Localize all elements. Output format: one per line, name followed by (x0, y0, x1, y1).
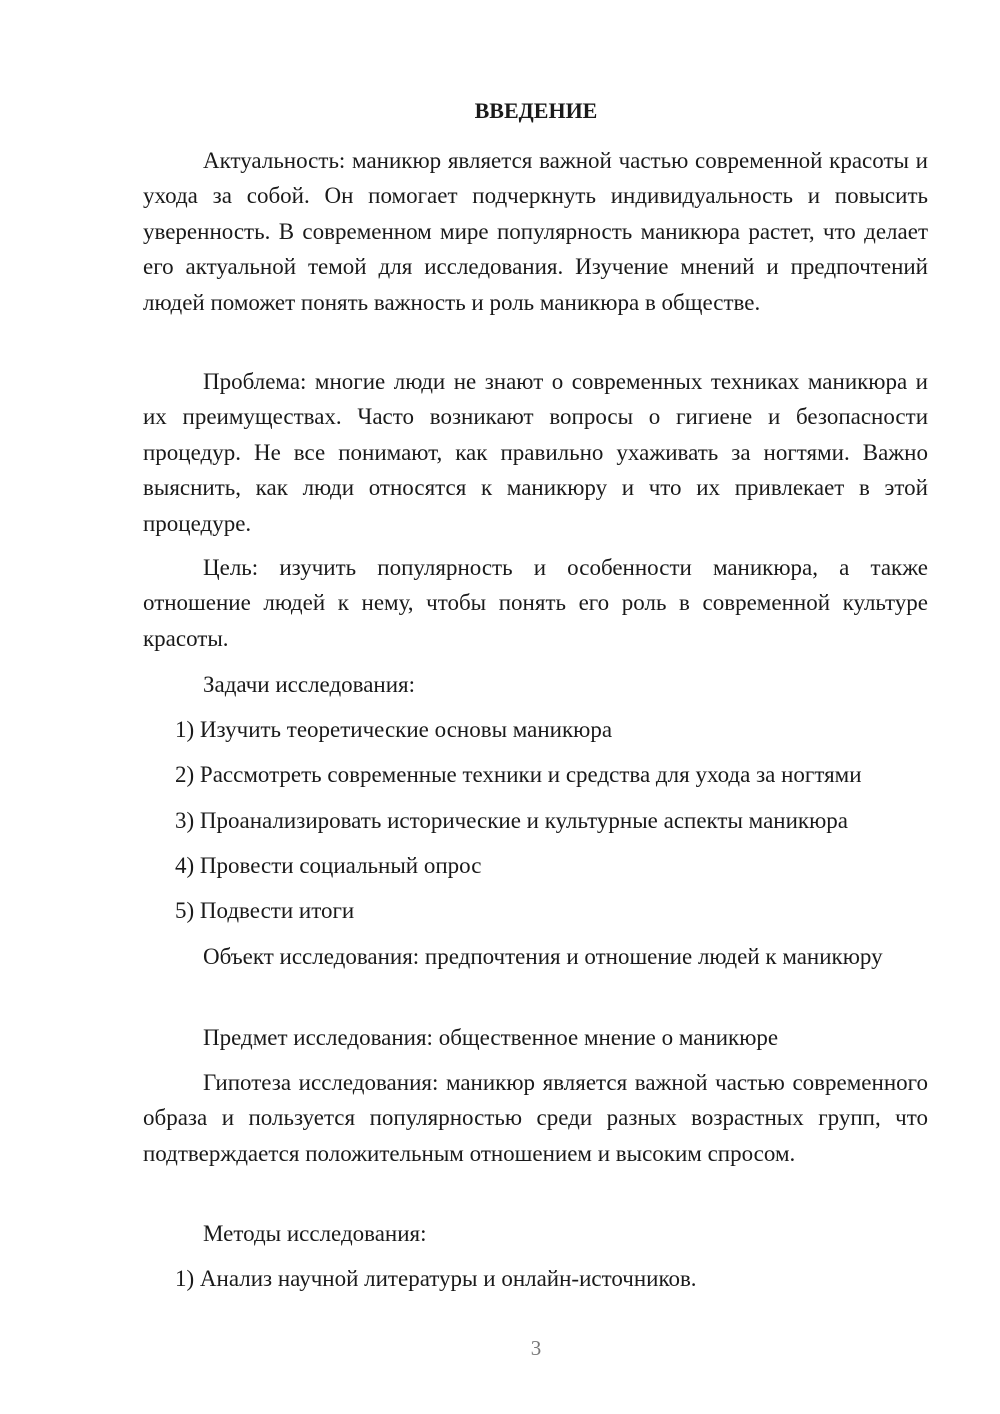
object-paragraph: Объект исследования: предпочтения и отношение людей к маникюру (203, 944, 883, 969)
hypothesis-paragraph: Гипотеза исследования: маникюр является важной частью современного образа и пользуется популярностью среди разных возрастных групп, что подтверждается положительным отношением и высоким спросом. (143, 1070, 928, 1166)
goal-paragraph: Цель: изучить популярность и особенности маникюра, а также отношение людей к нему, чтобы понять его роль в современной культуре красоты. (143, 555, 928, 651)
method-item: 1) Анализ научной литературы и онлайн-источников. (175, 1266, 697, 1291)
subject-paragraph: Предмет исследования: общественное мнение о маникюре (203, 1025, 779, 1050)
task-item: 4) Провести социальный опрос (175, 853, 482, 878)
problem-paragraph: Проблема: многие люди не знают о современных техниках маникюра и их преимуществах. Часто возникают вопросы о гигиене и безопасности процедур. Не все понимают, как правильно ухаживать за ногтями. Важно выяснить, как люди относятся к маникюру и что их привлекает в этой процедуре. (143, 369, 928, 536)
task-item: 5) Подвести итоги (175, 898, 355, 923)
methods-title: Методы исследования: (203, 1221, 427, 1246)
tasks-title: Задачи исследования: (203, 672, 416, 697)
task-item: 1) Изучить теоретические основы маникюра (175, 717, 613, 742)
page-number: 3 (530, 1336, 542, 1360)
relevance-paragraph: Актуальность: маникюр является важной частью современной красоты и ухода за собой. Он помогает подчеркнуть индивидуальность и повысить уверенность. В современном мире популярность маникюра растет, что делает его актуальной темой для исследования. Изучение мнений и предпочтений людей поможет понять важность и роль маникюра в обществе. (143, 148, 928, 315)
task-item: 2) Рассмотреть современные техники и средства для ухода за ногтями (175, 762, 862, 787)
section-heading: ВВЕДЕНИЕ (474, 98, 598, 123)
task-item: 3) Проанализировать исторические и культурные аспекты маникюра (175, 808, 848, 833)
